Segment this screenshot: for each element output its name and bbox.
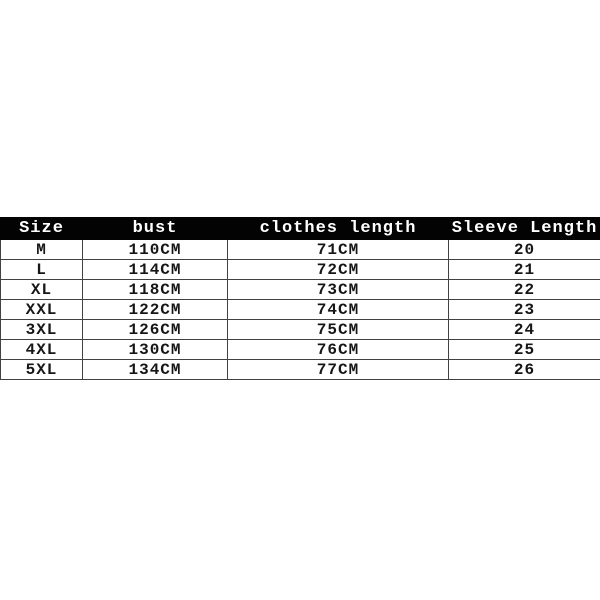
table-cell: 122CM: [83, 300, 228, 320]
table-header-row: [1, 218, 600, 240]
table-cell: 77CM: [228, 360, 449, 380]
table-row: [1, 280, 600, 300]
table-cell: 3XL: [1, 320, 83, 340]
table-cell: 5XL: [1, 360, 83, 380]
table-row: [1, 360, 600, 380]
table-cell: 24: [449, 320, 600, 340]
table-cell: 71CM: [228, 240, 449, 260]
size-chart-table: [0, 217, 600, 380]
table-cell: 26: [449, 360, 600, 380]
table-cell: 126CM: [83, 320, 228, 340]
table-row: [1, 300, 600, 320]
column-header-sleeve-length: Sleeve Length: [449, 218, 600, 240]
table-body: [1, 240, 600, 380]
table-row: [1, 340, 600, 360]
column-header-clothes-length: clothes length: [228, 218, 449, 240]
table-row: [1, 320, 600, 340]
table-cell: 4XL: [1, 340, 83, 360]
table-cell: M: [1, 240, 83, 260]
table-cell: 134CM: [83, 360, 228, 380]
table-cell: 76CM: [228, 340, 449, 360]
table-row: [1, 240, 600, 260]
column-header-bust: bust: [83, 218, 228, 240]
table-cell: 130CM: [83, 340, 228, 360]
table-cell: 72CM: [228, 260, 449, 280]
table-cell: 114CM: [83, 260, 228, 280]
table-cell: L: [1, 260, 83, 280]
table-cell: 20: [449, 240, 600, 260]
table-cell: 118CM: [83, 280, 228, 300]
table-row: [1, 260, 600, 280]
table-cell: 25: [449, 340, 600, 360]
table-cell: 23: [449, 300, 600, 320]
table-cell: 110CM: [83, 240, 228, 260]
table-cell: XL: [1, 280, 83, 300]
table-cell: 22: [449, 280, 600, 300]
column-header-size: Size: [1, 218, 83, 240]
table-cell: 74CM: [228, 300, 449, 320]
table-cell: 75CM: [228, 320, 449, 340]
table-cell: XXL: [1, 300, 83, 320]
table-cell: 21: [449, 260, 600, 280]
table-cell: 73CM: [228, 280, 449, 300]
